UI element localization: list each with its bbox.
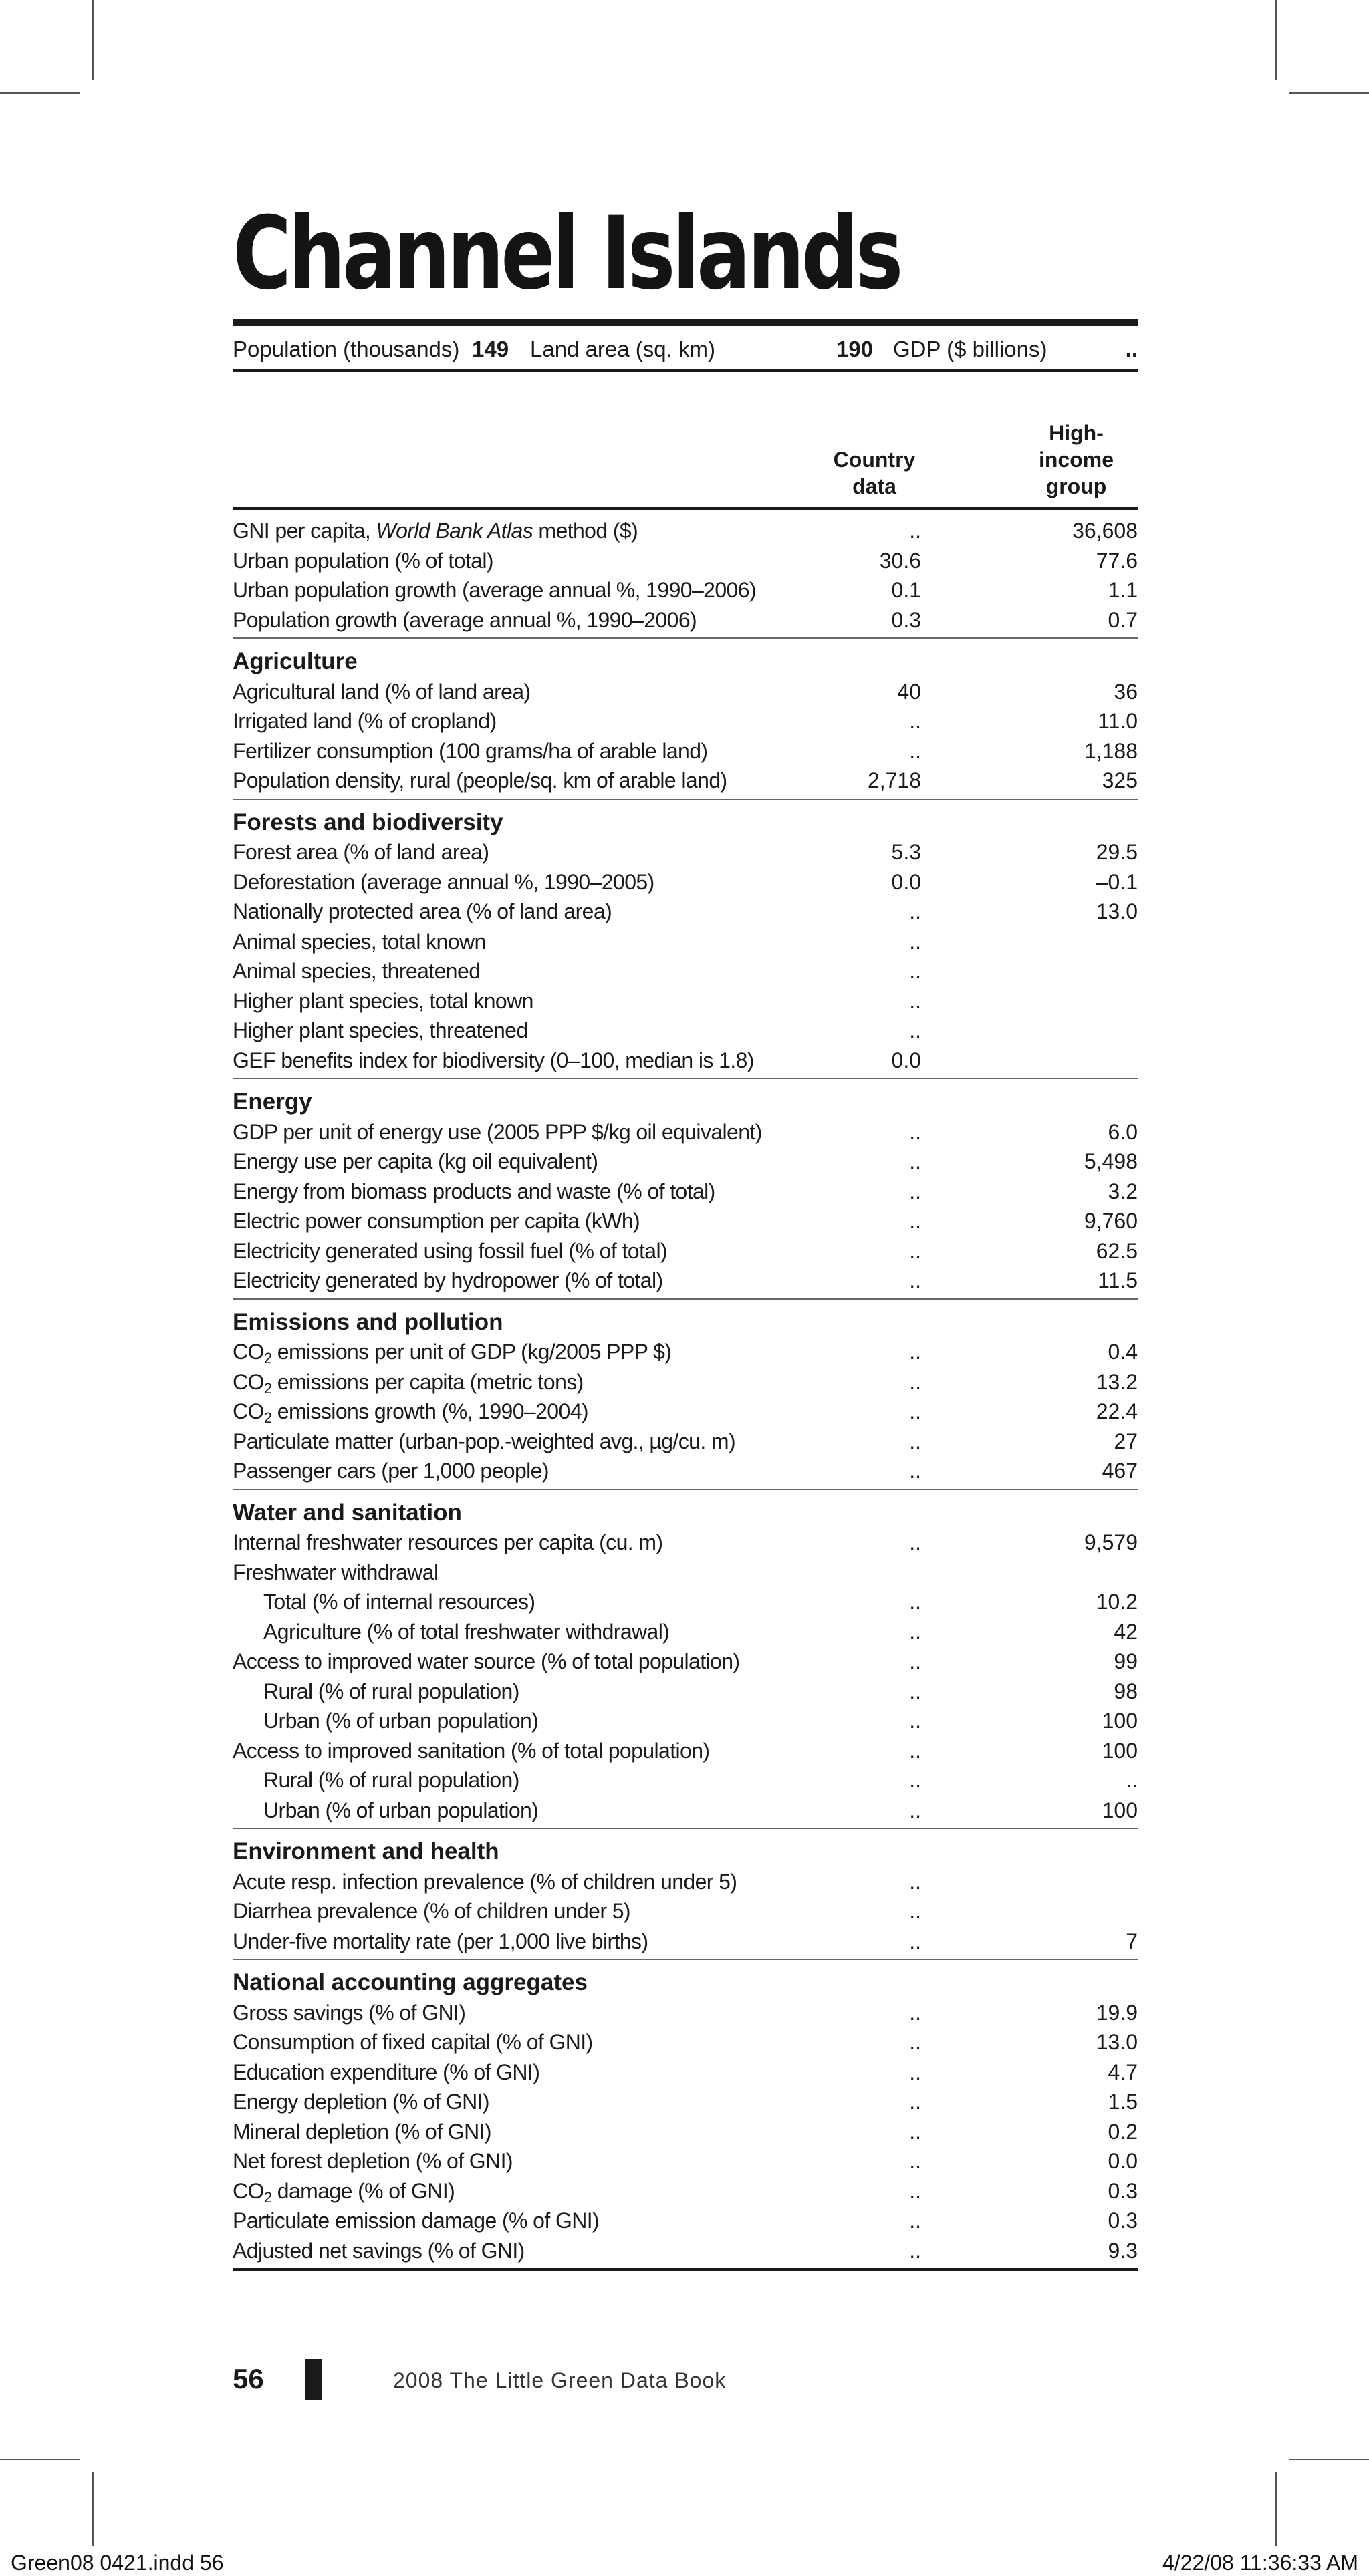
row-label: Animal species, total known — [233, 929, 486, 954]
row-label: Net forest depletion (% of GNI) — [233, 2149, 513, 2173]
section-rule — [233, 637, 1138, 639]
header-rule — [233, 507, 1138, 510]
country-value: .. — [909, 1738, 921, 1763]
section-rule — [233, 1078, 1138, 1079]
row-label: Irrigated land (% of cropland) — [233, 709, 497, 733]
crop-mark — [0, 92, 80, 94]
table-row — [233, 1367, 1138, 1397]
row-label: Electric power consumption per capita (kWh) — [233, 1209, 640, 1233]
country-value: .. — [909, 899, 921, 923]
population-label: Population (thousands) — [233, 337, 460, 362]
section-rule — [233, 1828, 1138, 1829]
table-row — [233, 575, 1138, 605]
country-value: .. — [909, 1768, 921, 1792]
table-row — [233, 1998, 1138, 2027]
row-label: Fertilizer consumption (100 grams/ha of arable land) — [233, 738, 708, 763]
section-heading: National accounting aggregates — [233, 1969, 588, 1995]
table-row — [233, 1046, 1138, 1075]
table-row — [233, 1016, 1138, 1045]
land-area-label: Land area (sq. km) — [530, 337, 715, 362]
row-label: Gross savings (% of GNI) — [233, 2000, 466, 2025]
slug-file: Green08 0421.indd 56 — [11, 2551, 224, 2575]
row-label: Higher plant species, total known — [233, 988, 533, 1013]
high-income-value: 0.3 — [1108, 2208, 1138, 2233]
high-income-value: 9,760 — [1084, 1209, 1138, 1233]
table-row — [233, 1147, 1138, 1176]
row-label: Internal freshwater resources per capita (cu. m) — [233, 1530, 663, 1554]
table-row — [233, 1427, 1138, 1456]
column-header-high-income: High- income group — [1038, 421, 1114, 498]
table-row — [233, 677, 1138, 706]
high-income-value: 13.0 — [1096, 2030, 1138, 2054]
high-income-value: 42 — [1114, 1619, 1138, 1644]
high-income-value: 62.5 — [1096, 1238, 1138, 1263]
country-value: .. — [909, 2000, 921, 2025]
high-income-value: 0.4 — [1108, 1340, 1138, 1364]
high-income-value: 3.2 — [1108, 1179, 1138, 1203]
section-heading: Environment and health — [233, 1838, 499, 1864]
country-value: .. — [909, 1340, 921, 1364]
country-value: .. — [909, 988, 921, 1013]
country-value: 0.3 — [891, 607, 921, 632]
row-label: Urban (% of urban population) — [263, 1798, 539, 1822]
country-value: .. — [909, 1369, 921, 1394]
country-value: .. — [909, 2208, 921, 2233]
row-label: Education expenditure (% of GNI) — [233, 2059, 540, 2084]
country-value: .. — [909, 1899, 921, 1923]
table-row — [233, 1617, 1138, 1647]
row-label: Electricity generated by hydropower (% of total) — [233, 1268, 663, 1292]
table-row — [233, 546, 1138, 575]
country-value: .. — [909, 1268, 921, 1292]
book-title: 2008 The Little Green Data Book — [393, 2368, 727, 2392]
country-value: .. — [909, 738, 921, 763]
high-income-value: 13.0 — [1096, 899, 1138, 923]
table-row — [233, 1236, 1138, 1266]
high-income-value: 19.9 — [1096, 2000, 1138, 2025]
row-label: Diarrhea prevalence (% of children under 5) — [233, 1899, 630, 1923]
table-row — [233, 2236, 1138, 2265]
country-value: 5.3 — [891, 840, 921, 864]
country-value: .. — [909, 1209, 921, 1233]
high-income-value: 1.5 — [1108, 2090, 1138, 2114]
high-income-value: 100 — [1102, 1709, 1138, 1733]
row-label: Under-five mortality rate (per 1,000 live births) — [233, 1928, 648, 1953]
table-row — [233, 2206, 1138, 2235]
country-value: 0.1 — [891, 578, 921, 602]
country-value: .. — [909, 1399, 921, 1423]
table-row — [233, 2027, 1138, 2057]
high-income-value: 7 — [1126, 1928, 1138, 1953]
section-rule — [233, 1298, 1138, 1300]
table-row — [233, 1677, 1138, 1706]
high-income-value: 6.0 — [1108, 1119, 1138, 1144]
table-row — [233, 736, 1138, 766]
high-income-value: 77.6 — [1096, 548, 1138, 573]
table-row — [233, 1177, 1138, 1206]
row-label: Nationally protected area (% of land area) — [233, 899, 612, 923]
section-heading: Agriculture — [233, 648, 358, 674]
page-number-bar — [305, 2359, 322, 2400]
country-value: .. — [909, 1179, 921, 1203]
section-rule — [233, 1959, 1138, 1960]
table-row — [233, 516, 1138, 545]
section-heading: Water and sanitation — [233, 1499, 462, 1526]
table-row — [233, 706, 1138, 736]
table-row — [233, 986, 1138, 1016]
crop-mark — [92, 0, 94, 80]
row-label: Freshwater withdrawal — [233, 1560, 439, 1584]
page-number: 56 — [233, 2363, 264, 2394]
row-label: $CO_2$ damage (% of GNI) — [233, 2178, 455, 2206]
country-value: .. — [909, 2090, 921, 2114]
table-row — [233, 1765, 1138, 1795]
table-row — [233, 1647, 1138, 1676]
table-row — [233, 1736, 1138, 1765]
country-value: .. — [909, 1530, 921, 1554]
table-row — [233, 1528, 1138, 1557]
country-value: .. — [909, 1429, 921, 1453]
gdp-label: GDP ($ billions) — [893, 337, 1047, 362]
row-label: GNI per capita, World Bank Atlas method ($) — [233, 519, 638, 543]
high-income-value: 0.3 — [1108, 2178, 1138, 2203]
row-label: GEF benefits index for biodiversity (0–100, median is 1.8) — [233, 1048, 754, 1072]
section-heading: Forests and biodiversity — [233, 809, 503, 835]
table-row — [233, 897, 1138, 926]
table-row — [233, 1337, 1138, 1367]
high-income-value: –0.1 — [1096, 869, 1138, 894]
country-value: .. — [909, 1149, 921, 1173]
high-income-value: 10.2 — [1096, 1590, 1138, 1614]
row-label: $CO_2$ emissions growth (%, 1990–2004) — [233, 1399, 588, 1426]
crop-mark — [1289, 92, 1369, 94]
section-rule — [233, 1489, 1138, 1490]
page-title: Channel Islands — [233, 196, 900, 312]
crop-mark — [92, 2472, 94, 2546]
table-row — [233, 2146, 1138, 2176]
crop-mark — [1275, 0, 1277, 80]
high-income-value: 1,188 — [1084, 738, 1138, 763]
high-income-value: 27 — [1114, 1429, 1138, 1453]
row-label: Agriculture (% of total freshwater withdrawal) — [263, 1619, 670, 1644]
row-label: Agricultural land (% of land area) — [233, 679, 531, 704]
high-income-value: 100 — [1102, 1738, 1138, 1763]
country-value: .. — [909, 1679, 921, 1703]
row-label: Energy from biomass products and waste (% of total) — [233, 1179, 715, 1203]
page-footer — [233, 2359, 1138, 2399]
table-row — [233, 2176, 1138, 2206]
high-income-value: 98 — [1114, 1679, 1138, 1703]
table-row — [233, 1266, 1138, 1295]
country-value: .. — [909, 1798, 921, 1822]
row-label: Total (% of internal resources) — [263, 1590, 535, 1614]
country-value: .. — [909, 709, 921, 733]
row-label: Consumption of fixed capital (% of GNI) — [233, 2030, 593, 2054]
row-label: Passenger cars (per 1,000 people) — [233, 1459, 549, 1483]
section-heading: Energy — [233, 1089, 312, 1115]
country-value: .. — [909, 2059, 921, 2084]
table-row — [233, 1867, 1138, 1896]
row-label: Population growth (average annual %, 1990–2006) — [233, 607, 697, 632]
population-value: 149 — [472, 337, 509, 362]
table-row — [233, 1206, 1138, 1236]
country-value: .. — [909, 1119, 921, 1144]
high-income-value: 0.0 — [1108, 2149, 1138, 2173]
row-label: Urban (% of urban population) — [263, 1709, 539, 1733]
table-row — [233, 1397, 1138, 1426]
high-income-value: 4.7 — [1108, 2059, 1138, 2084]
high-income-value: 29.5 — [1096, 840, 1138, 864]
row-label: $CO_2$ emissions per unit of GDP (kg/2005 PPP $) — [233, 1340, 672, 1367]
row-label: Animal species, threatened — [233, 959, 481, 983]
table-row — [233, 2087, 1138, 2116]
row-label: Particulate emission damage (% of GNI) — [233, 2208, 600, 2233]
summary-line — [233, 333, 1138, 366]
table-row — [233, 1456, 1138, 1485]
row-label: Acute resp. infection prevalence (% of children under 5) — [233, 1869, 737, 1894]
table-row — [233, 1587, 1138, 1616]
country-value: .. — [909, 2030, 921, 2054]
row-label: Electricity generated using fossil fuel (% of total) — [233, 1238, 668, 1263]
country-value: 0.0 — [891, 869, 921, 894]
high-income-value: 100 — [1102, 1798, 1138, 1822]
table-row — [233, 1558, 1138, 1587]
column-header-country: Country data — [833, 448, 916, 498]
row-label: Access to improved sanitation (% of total population) — [233, 1738, 710, 1763]
table-row — [233, 837, 1138, 867]
country-value: 40 — [897, 679, 921, 704]
row-label: Deforestation (average annual %, 1990–2005) — [233, 869, 654, 894]
table-row — [233, 605, 1138, 635]
high-income-value: .. — [1126, 1768, 1138, 1792]
country-value: .. — [909, 2149, 921, 2173]
table-row — [233, 766, 1138, 795]
row-label: Forest area (% of land area) — [233, 840, 489, 864]
table-row — [233, 2117, 1138, 2146]
country-value: .. — [909, 1869, 921, 1894]
crop-mark — [1275, 2472, 1277, 2546]
high-income-value: 9.3 — [1108, 2238, 1138, 2263]
country-value: .. — [909, 2119, 921, 2144]
country-value: .. — [909, 1018, 921, 1042]
high-income-value: 1.1 — [1108, 578, 1138, 602]
table-row — [233, 1896, 1138, 1926]
row-label: Adjusted net savings (% of GNI) — [233, 2238, 525, 2263]
row-label: $CO_2$ emissions per capita (metric tons) — [233, 1369, 584, 1397]
country-value: 30.6 — [879, 548, 921, 573]
high-income-value: 11.5 — [1098, 1268, 1138, 1292]
country-value: .. — [909, 2238, 921, 2263]
land-area-value: 190 — [836, 337, 874, 362]
row-label: Urban population (% of total) — [233, 548, 493, 573]
high-income-value: 11.0 — [1098, 709, 1138, 733]
country-value: .. — [909, 929, 921, 954]
crop-mark — [1289, 2459, 1369, 2460]
country-value: .. — [909, 1928, 921, 1953]
row-label: Rural (% of rural population) — [263, 1679, 519, 1703]
high-income-value: 467 — [1102, 1459, 1138, 1483]
country-value: .. — [909, 1649, 921, 1673]
summary-rule — [233, 369, 1138, 372]
country-value: .. — [909, 1619, 921, 1644]
table-row — [233, 956, 1138, 986]
table-row — [233, 2057, 1138, 2087]
high-income-value: 0.2 — [1108, 2119, 1138, 2144]
section-heading: Emissions and pollution — [233, 1308, 503, 1335]
row-label: Particulate matter (urban-pop.-weighted avg., µg/cu. m) — [233, 1429, 736, 1453]
country-value: 0.0 — [891, 1048, 921, 1072]
country-value: .. — [909, 2178, 921, 2203]
high-income-value: 99 — [1114, 1649, 1138, 1673]
high-income-value: 0.7 — [1108, 607, 1138, 632]
high-income-value: 36,608 — [1072, 519, 1138, 543]
row-label: Population density, rural (people/sq. km of arable land) — [233, 768, 727, 793]
table-row — [233, 1117, 1138, 1147]
country-value: .. — [909, 1709, 921, 1733]
row-label: Energy depletion (% of GNI) — [233, 2090, 489, 2114]
country-value: .. — [909, 1459, 921, 1483]
table-row — [233, 1796, 1138, 1825]
title-rule — [233, 319, 1138, 326]
country-value: .. — [909, 1238, 921, 1263]
row-label: Energy use per capita (kg oil equivalent) — [233, 1149, 598, 1173]
row-label: Access to improved water source (% of total population) — [233, 1649, 740, 1673]
table-end-rule — [233, 2268, 1138, 2271]
high-income-value: 9,579 — [1084, 1530, 1138, 1554]
table-row — [233, 867, 1138, 897]
high-income-value: 13.2 — [1096, 1369, 1138, 1394]
row-label: GDP per unit of energy use (2005 PPP $/kg oil equivalent) — [233, 1119, 762, 1144]
row-label: Rural (% of rural population) — [263, 1768, 519, 1792]
country-value: 2,718 — [867, 768, 921, 793]
high-income-value: 36 — [1114, 679, 1138, 704]
high-income-value: 325 — [1102, 768, 1138, 793]
country-value: .. — [909, 959, 921, 983]
country-value: .. — [909, 1590, 921, 1614]
table-row — [233, 1926, 1138, 1956]
gdp-value: .. — [1125, 337, 1138, 362]
table-row — [233, 927, 1138, 956]
crop-mark — [0, 2459, 80, 2460]
row-label: Higher plant species, threatened — [233, 1018, 528, 1042]
row-label: Urban population growth (average annual %, 1990–2006) — [233, 578, 756, 602]
country-value: .. — [909, 519, 921, 543]
section-rule — [233, 799, 1138, 800]
table-row — [233, 1706, 1138, 1735]
row-label: Mineral depletion (% of GNI) — [233, 2119, 491, 2144]
high-income-value: 5,498 — [1084, 1149, 1138, 1173]
high-income-value: 22.4 — [1096, 1399, 1138, 1423]
slug-timestamp: 4/22/08 11:36:33 AM — [1162, 2551, 1358, 2575]
